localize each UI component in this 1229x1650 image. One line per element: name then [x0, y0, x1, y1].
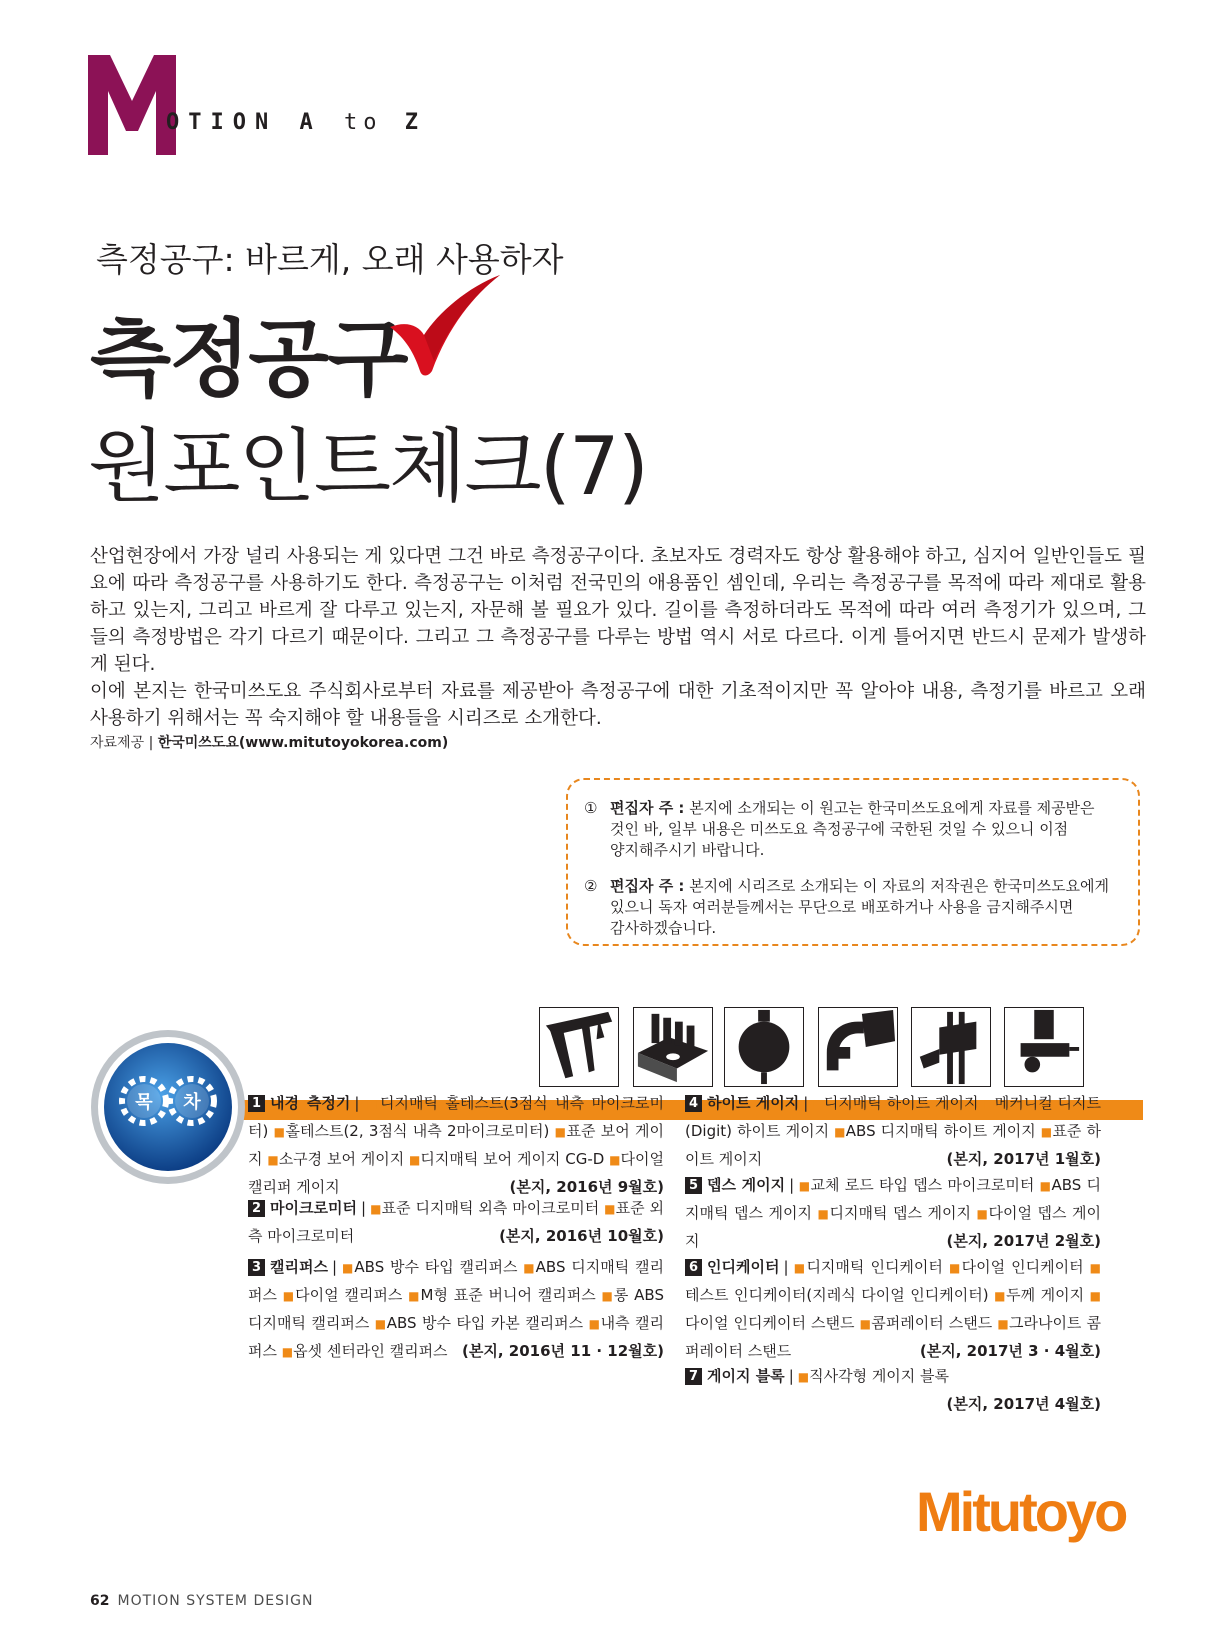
article-title-line1: 측정공구 — [90, 310, 407, 408]
toc-number-badge: 1 — [248, 1095, 265, 1112]
series-subtitle: 측정공구: 바르게, 오래 사용하자 — [96, 240, 564, 279]
credit-source: 한국미쓰도요(www.mitutoyokorea.com) — [157, 735, 449, 751]
toc-entry: 롱 ABS 디지매틱 캘리퍼스 — [248, 1286, 664, 1332]
toc-bullet-marker: ■ — [370, 1202, 382, 1216]
page-footer — [90, 1593, 313, 1609]
toc-entry: 디지매틱 인디케이터 — [806, 1258, 943, 1276]
toc-bullet-marker: ■ — [609, 1153, 621, 1167]
gauge-block-icon — [633, 1007, 713, 1087]
masthead-logo-m — [88, 55, 176, 155]
toc-bullet-marker: ■ — [817, 1207, 830, 1221]
micrometer-icon — [818, 1007, 898, 1087]
toc-entry: 다이얼 캘리퍼 게이지 — [248, 1150, 664, 1196]
toc-entry: 직사각형 게이지 블록 — [809, 1367, 950, 1385]
toc-number-badge: 7 — [685, 1368, 702, 1385]
toc-bullet-marker: ■ — [408, 1289, 421, 1303]
toc-entry: 디지매틱 하이트 게이지 — [823, 1094, 979, 1112]
toc-number-badge: 3 — [248, 1259, 265, 1276]
masthead-rest: OTION A — [166, 110, 322, 135]
toc-badge-char-1: 목 — [135, 1092, 153, 1113]
toc-bullet-marker: ■ — [976, 1207, 989, 1221]
toc-bullet-marker: ■ — [341, 1261, 355, 1275]
note-line: 것인 바, 일부 내용은 미쓰도요 측정공구에 국한된 것일 수 있으니 이점 — [610, 820, 1069, 838]
toc-heading: 게이지 블록 — [707, 1367, 785, 1385]
editor-note-1 — [584, 798, 1124, 861]
toc-entry: 디지매틱 보어 게이지 CG-D — [420, 1150, 605, 1168]
toc-entry: ABS 디지매틱 캘리퍼스 — [248, 1258, 664, 1304]
toc-separator: | — [354, 1094, 360, 1112]
toc-item-1 — [248, 1090, 664, 1201]
toc-item-5 — [685, 1172, 1101, 1255]
toc-bullet-marker: ■ — [792, 1261, 807, 1275]
toc-heading: 캘리퍼스 — [270, 1258, 328, 1276]
magazine-name: MOTION SYSTEM DESIGN — [117, 1593, 314, 1609]
toc-entry: ABS 방수 타입 카본 캘리퍼스 — [386, 1314, 584, 1332]
toc-bullet-marker: ■ — [409, 1153, 421, 1167]
toc-entry: 그라나이트 콤퍼레이터 스탠드 — [685, 1314, 1101, 1360]
toc-separator: | — [803, 1094, 809, 1112]
toc-bullet-marker: ■ — [588, 1317, 601, 1331]
toc-bullet-marker: ■ — [1089, 1289, 1101, 1303]
toc-number-badge: 2 — [248, 1200, 265, 1217]
toc-bullet-marker: ■ — [523, 1261, 536, 1275]
toc-bullet-marker: ■ — [273, 1125, 286, 1139]
toc-entry: 메커니컬 디지트(Digit) 하이트 게이지 — [685, 1094, 1101, 1140]
toc-number-badge: 6 — [685, 1259, 702, 1276]
toc-entry: 표준 외측 마이크로미터 — [248, 1199, 664, 1245]
mitutoyo-logo: Mitutoyo — [916, 1480, 1126, 1543]
note-line: 본지에 시리즈로 소개되는 이 자료의 저작권은 한국미쓰도요에게 — [689, 877, 1110, 895]
toc-bullet-marker: ■ — [601, 1289, 614, 1303]
toc-bullet-marker: ■ — [1039, 1179, 1052, 1193]
intro-paragraph-2: 이에 본지는 한국미쓰도요 주식회사로부터 자료를 제공받아 측정공구에 대한 기초적이지만 꼭 알아야 내용, 측정기를 바르고 오래 사용하기 위해서는 꼭 숙지해야 할 내용들을 시리즈로 소개한다. — [90, 681, 1146, 729]
toc-bullet-marker: ■ — [363, 1097, 381, 1111]
note-number: ① — [584, 799, 598, 817]
toc-bullet-marker: ■ — [554, 1125, 567, 1139]
toc-heading: 하이트 게이지 — [707, 1094, 800, 1112]
toc-item-4 — [685, 1090, 1101, 1173]
editor-note-2 — [584, 876, 1124, 939]
note-line: 감사하겠습니다. — [610, 919, 717, 937]
toc-bullet-marker: ■ — [983, 1097, 995, 1111]
toc-bullet-marker: ■ — [994, 1289, 1007, 1303]
source-credit — [90, 732, 448, 752]
toc-badge-char-2: 차 — [183, 1092, 201, 1113]
toc-entry: 홀테스트(2, 3점식 내측 2마이크로미터) — [285, 1122, 550, 1140]
page-number: 62 — [90, 1593, 110, 1609]
depth-gauge-icon — [1004, 1007, 1084, 1087]
toc-bullet-marker: ■ — [604, 1202, 616, 1216]
toc-bullet-marker: ■ — [267, 1153, 279, 1167]
toc-entry: 두께 게이지 — [1006, 1286, 1085, 1304]
toc-entry: 표준 디지매틱 외측 마이크로미터 — [381, 1199, 600, 1217]
note-number: ② — [584, 877, 598, 895]
toc-bullet-marker: ■ — [798, 1179, 811, 1193]
toc-bullet-marker: ■ — [997, 1317, 1009, 1331]
toc-issue-reference: (본지, 2017년 1월호) — [946, 1150, 1101, 1168]
toc-issue-reference: (본지, 2016년 11 · 12월호) — [462, 1342, 664, 1360]
toc-number-badge: 4 — [685, 1095, 702, 1112]
toc-entry: 옵셋 센터라인 캘리퍼스 — [293, 1342, 448, 1360]
toc-entry: 표준 하이트 게이지 — [685, 1122, 1101, 1168]
toc-bullet-marker: ■ — [797, 1370, 810, 1384]
toc-entry: 다이얼 인디케이터 스탠드 — [685, 1314, 855, 1332]
toc-gear-badge-icon — [88, 1027, 248, 1187]
note-line: 있으니 독자 여러분들께서는 무단으로 배포하거나 사용을 금지해주시면 — [610, 898, 1074, 916]
dial-indicator-icon — [724, 1007, 804, 1087]
intro-paragraph-1: 산업현장에서 가장 널리 사용되는 게 있다면 그건 바로 측정공구이다. 초보자도 경력자도 항상 활용해야 하고, 심지어 일반인들도 필요에 따라 측정공구를 사용하기도 한다. 측정공구는 이처럼 전국민의 애용품인 셈인데, 우리는 측정공구를 목적에 따라 제대로 활용하고 있는지, 그리고 바르게 잘 다루고 있는지, 자문해 볼 필요가 있다. 길이를 측정하더라도 목적에 따라 여러 측정기가 있으며, 그들의 측정방법은 각기 다르기 때문이다. 그리고 그 측정공구를 다루는 방법 역시 서로 다르다. 이게 틀어지면 반드시 문제가 발생하게 된다. — [90, 546, 1146, 675]
toc-issue-reference: (본지, 2016년 9월호) — [509, 1178, 664, 1196]
toc-heading: 뎁스 게이지 — [707, 1176, 786, 1194]
toc-issue-reference: (본지, 2017년 2월호) — [946, 1232, 1101, 1250]
toc-entry: ABS 방수 타입 캘리퍼스 — [354, 1258, 518, 1276]
note-line: 본지에 소개되는 이 원고는 한국미쓰도요에게 자료를 제공받은 — [689, 799, 1095, 817]
toc-issue-reference: (본지, 2017년 4월호) — [946, 1395, 1101, 1413]
toc-bullet-marker: ■ — [948, 1261, 962, 1275]
toc-item-2 — [248, 1195, 664, 1250]
note-line: 양지해주시기 바랍니다. — [610, 841, 765, 859]
toc-bullet-marker: ■ — [282, 1289, 296, 1303]
toc-entry: 표준 보어 게이지 — [248, 1122, 664, 1168]
toc-entry: M형 표준 버니어 캘리퍼스 — [420, 1286, 596, 1304]
toc-issue-reference: (본지, 2017년 3 · 4월호) — [919, 1342, 1101, 1360]
height-gauge-icon — [911, 1007, 991, 1087]
toc-bullet-marker: ■ — [859, 1317, 872, 1331]
masthead-title — [166, 110, 427, 135]
note-label: 편집자 주 : — [610, 799, 685, 817]
toc-bullet-marker: ■ — [374, 1317, 387, 1331]
toc-entry: 소구경 보어 게이지 — [278, 1150, 405, 1168]
toc-bullet-marker: ■ — [1089, 1261, 1101, 1275]
toc-entry: ABS 디지매틱 뎁스 게이지 — [685, 1176, 1101, 1222]
caliper-icon — [539, 1007, 619, 1087]
toc-bullet-marker: ■ — [1040, 1125, 1053, 1139]
toc-separator: | — [360, 1199, 367, 1217]
toc-entry: 테스트 인디케이터(지레식 다이얼 인디케이터) — [685, 1286, 989, 1304]
toc-separator: | — [789, 1176, 795, 1194]
toc-entry: 다이얼 인디케이터 — [961, 1258, 1084, 1276]
toc-entry: 다이얼 뎁스 게이지 — [685, 1204, 1101, 1250]
toc-number-badge: 5 — [685, 1177, 702, 1194]
toc-bullet-marker: ■ — [812, 1097, 824, 1111]
toc-entry: 내측 캘리퍼스 — [248, 1314, 664, 1360]
note-label: 편집자 주 : — [610, 877, 685, 895]
red-checkmark-icon — [388, 275, 508, 380]
toc-item-6 — [685, 1254, 1101, 1365]
toc-entry: 디지매틱 뎁스 게이지 — [829, 1204, 971, 1222]
toc-entry: 콤퍼레이터 스탠드 — [871, 1314, 993, 1332]
toc-heading: 마이크로미터 — [270, 1199, 357, 1217]
toc-entry: 디지매틱 홀테스트(3점식 내측 마이크로미터) — [248, 1094, 664, 1140]
toc-separator: | — [783, 1258, 789, 1276]
toc-issue-reference: (본지, 2016년 10월호) — [499, 1227, 664, 1245]
toc-entry: 다이얼 캘리퍼스 — [295, 1286, 403, 1304]
editor-notes-box — [566, 778, 1140, 946]
toc-separator: | — [331, 1258, 338, 1276]
toc-item-7 — [685, 1363, 1101, 1418]
masthead-to: to — [343, 110, 383, 135]
toc-bullet-marker: ■ — [281, 1345, 294, 1359]
credit-label: 자료제공 — [90, 735, 145, 751]
intro-text — [90, 543, 1146, 732]
toc-heading: 인디케이터 — [707, 1258, 780, 1276]
toc-item-3 — [248, 1254, 664, 1366]
article-title-line2: 원포인트체크(7) — [88, 420, 647, 513]
toc-bullet-marker: ■ — [834, 1125, 846, 1139]
masthead-z: Z — [404, 110, 427, 135]
credit-divider: | — [148, 735, 154, 751]
toc-entry: 교체 로드 타입 뎁스 마이크로미터 — [810, 1176, 1035, 1194]
toc-separator: | — [788, 1367, 794, 1385]
toc-entry: ABS 디지매틱 하이트 게이지 — [845, 1122, 1036, 1140]
toc-heading: 내경 측정기 — [270, 1094, 351, 1112]
